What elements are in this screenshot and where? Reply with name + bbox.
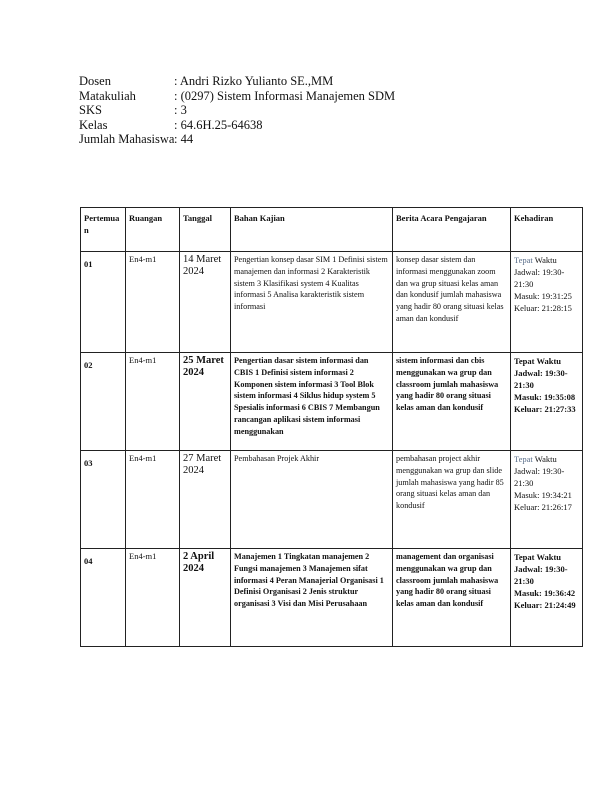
status-on-time: Tepat [514, 356, 535, 366]
check-in: Masuk: 19:34:21 [514, 490, 572, 500]
header-topic: Bahan Kajian [231, 208, 393, 252]
info-key: Dosen [79, 74, 111, 88]
topic: Pengertian dasar sistem informasi dan CBIS 1 Definisi sistem informasi 2 Komponen sistem informasi 3 Tool Blok sistem informasi 4 Siklus hidup system 5 Spesialis informasi 6 CBIS 7 Membangun rancangan aplikasi sistem informasi menggunakan [231, 353, 393, 451]
header-report: Berita Acara Pengajaran [393, 208, 511, 252]
report: konsep dasar sistem dan informasi menggunakan zoom dan wa grup situasi kelas aman dan kondusif jumlah mahasiswa yang hadir 80 orang situasi kelas aman dan kondusif [393, 252, 511, 353]
info-key: SKS [79, 103, 102, 117]
check-out: Keluar: 21:27:33 [514, 404, 576, 414]
schedule: Jadwal: 19:30-21:30 [514, 466, 565, 488]
status-rest: Waktu [534, 356, 562, 366]
table-row [81, 549, 583, 647]
table-row [81, 353, 583, 451]
info-value: : 64.6H.25-64638 [174, 117, 263, 132]
report: sistem informasi dan cbis menggunakan wa grup dan classroom jumlah mahasiswa yang hadir 80 orang situasi kelas aman dan kondusif [393, 353, 511, 451]
info-row-course [79, 89, 395, 104]
info-value: : 3 [174, 103, 187, 117]
room: En4-m1 [126, 252, 180, 353]
table-row [81, 252, 583, 353]
info-key: Kelas [79, 117, 108, 132]
status-on-time: Tepat [514, 255, 533, 265]
info-row-credits [79, 103, 395, 118]
info-key: Matakuliah [79, 88, 136, 103]
schedule: Jadwal: 19:30-21:30 [514, 267, 565, 289]
table-row [81, 451, 583, 549]
attendance [511, 353, 583, 451]
status-rest: Waktu [532, 454, 557, 464]
header-meeting: Pertemuan [81, 208, 126, 252]
report: pembahasan project akhir menggunakan wa grup dan slide jumlah mahasiswa yang hadir 85 orang situasi kelas aman dan kondusif [393, 451, 511, 549]
info-value: : Andri Rizko Yulianto SE.,MM [174, 74, 334, 88]
report: management dan organisasi menggunakan wa grup dan classroom jumlah mahasiswa yang hadir 80 orang situasi kelas aman dan kondusif [393, 549, 511, 647]
check-in: Masuk: 19:35:08 [514, 392, 576, 402]
attendance [511, 451, 583, 549]
meeting-number: 04 [81, 549, 126, 647]
info-row-lecturer [79, 74, 395, 89]
status-on-time: Tepat [514, 454, 533, 464]
status-on-time: Tepat [514, 552, 535, 562]
meeting-number: 03 [81, 451, 126, 549]
header-room: Ruangan [126, 208, 180, 252]
check-out: Keluar: 21:26:17 [514, 502, 572, 512]
info-row-students [79, 132, 395, 147]
header-date: Tanggal [180, 208, 231, 252]
attendance [511, 549, 583, 647]
check-in: Masuk: 19:36:42 [514, 588, 576, 598]
check-out: Keluar: 21:24:49 [514, 600, 576, 610]
attendance [511, 252, 583, 353]
meeting-number: 01 [81, 252, 126, 353]
check-out: Keluar: 21:28:15 [514, 303, 572, 313]
date: 25 Maret 2024 [180, 353, 231, 451]
info-value: : (0297) Sistem Informasi Manajemen SDM [174, 88, 396, 103]
room: En4-m1 [126, 353, 180, 451]
info-row-class [79, 118, 395, 133]
topic: Manajemen 1 Tingkatan manajemen 2 Fungsi manajemen 3 Manajemen sifat informasi 4 Peran Manajerial Organisasi 1 Definisi Organisasi 2 Jenis struktur organisasi 3 Visi dan Misi Perusahaan [231, 549, 393, 647]
info-value: : 44 [174, 132, 194, 146]
date: 2 April 2024 [180, 549, 231, 647]
room: En4-m1 [126, 451, 180, 549]
course-info [79, 74, 395, 147]
date: 14 Maret 2024 [180, 252, 231, 353]
topic: Pengertian konsep dasar SIM 1 Definisi sistem manajemen dan informasi 2 Karakteristik sistem 3 Klasifikasi system 4 Kualitas informasi 5 Analisa karakteristik sistem informasi [231, 252, 393, 353]
schedule: Jadwal: 19:30-21:30 [514, 564, 568, 586]
meeting-number: 02 [81, 353, 126, 451]
room: En4-m1 [126, 549, 180, 647]
schedule: Jadwal: 19:30-21:30 [514, 368, 568, 390]
table-header-row [81, 208, 583, 252]
status-rest: Waktu [532, 255, 557, 265]
topic: Pembahasan Projek Akhir [231, 451, 393, 549]
check-in: Masuk: 19:31:25 [514, 291, 572, 301]
info-key: Jumlah Mahasiswa [79, 132, 175, 146]
header-attendance: Kehadiran [511, 208, 583, 252]
date: 27 Maret 2024 [180, 451, 231, 549]
attendance-table [80, 207, 583, 647]
status-rest: Waktu [534, 552, 562, 562]
